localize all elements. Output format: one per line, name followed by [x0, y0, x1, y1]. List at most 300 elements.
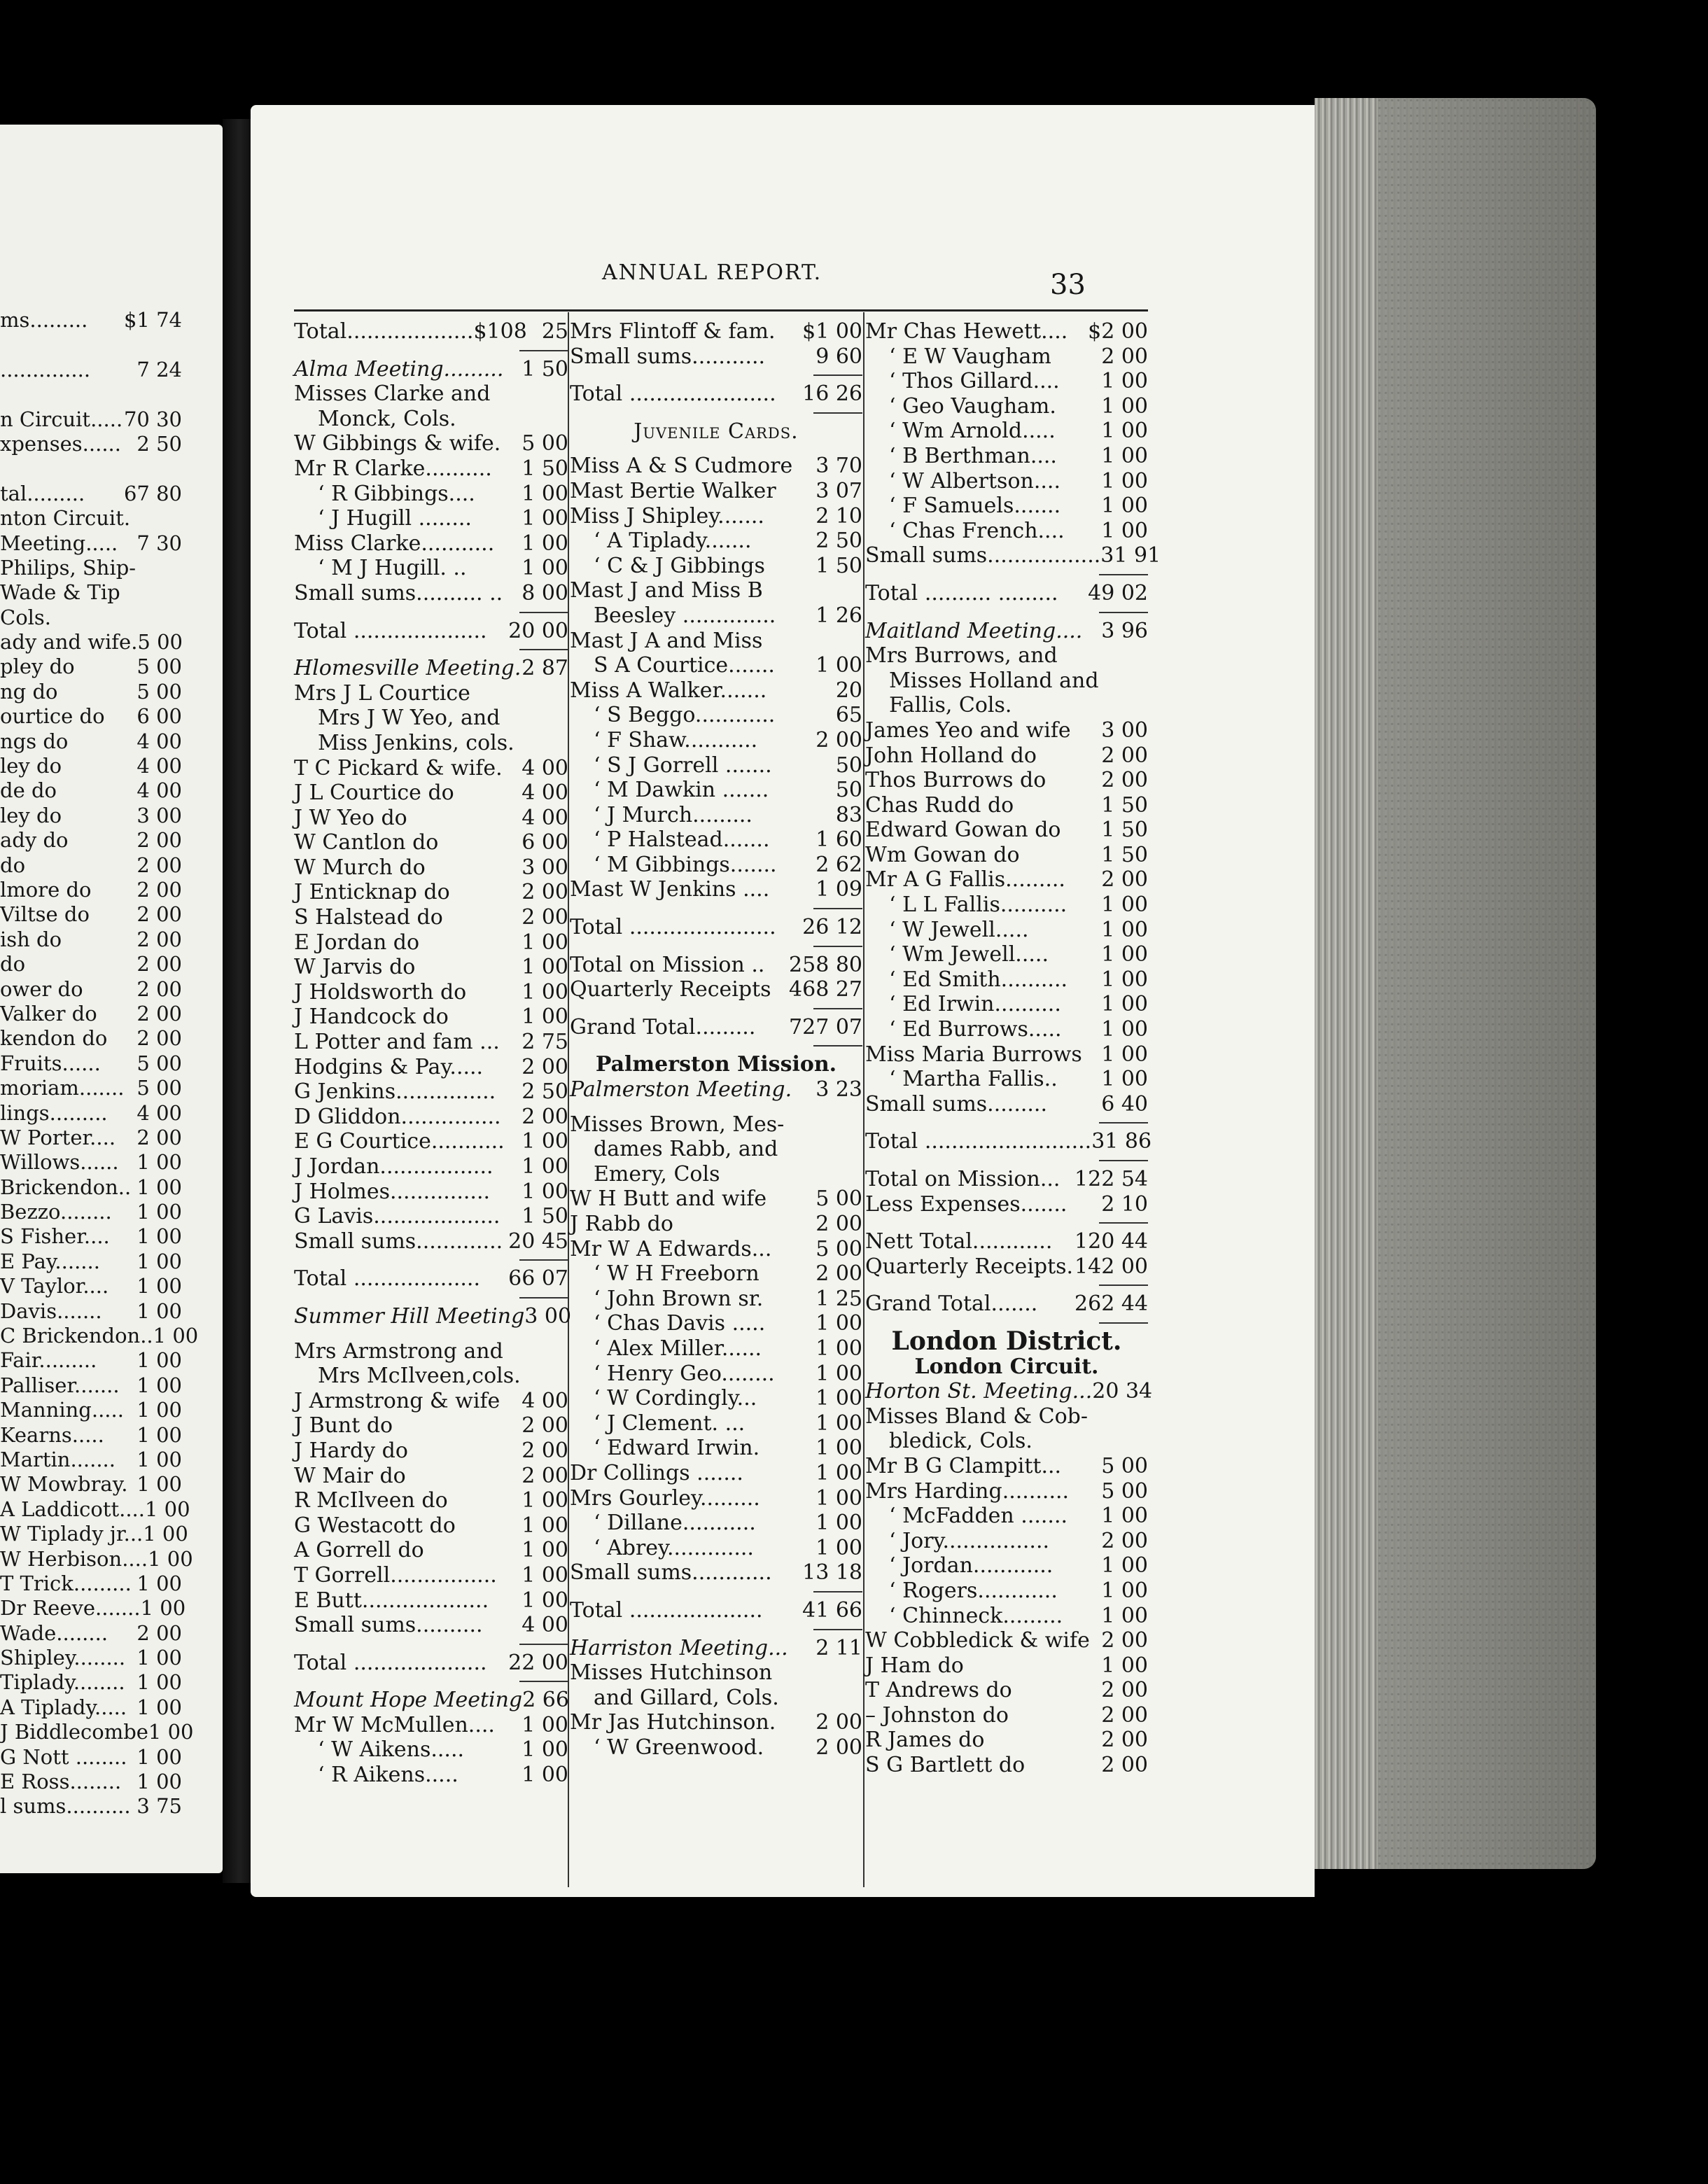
ledger-entry — [0, 853, 182, 878]
ledger-entry — [0, 902, 182, 927]
ledger-entry — [865, 1753, 1148, 1778]
entry-name: T Andrews do — [865, 1678, 1012, 1703]
entry-amount: 20 — [835, 678, 862, 703]
entry-amount: 1 00 — [522, 531, 568, 556]
entry-amount: 262 44 — [1074, 1292, 1148, 1317]
entry-amount: 22 00 — [508, 1650, 568, 1675]
entry-amount: 1 00 — [522, 481, 568, 506]
entry-name: Hodgins & Pay..... — [294, 1054, 484, 1079]
ledger-entry — [570, 728, 862, 753]
total-rule — [570, 1586, 862, 1598]
entry-amount: 83 — [835, 802, 862, 827]
entry-amount: 1 00 — [136, 1373, 182, 1397]
entry-name: ‘ R Aikens..... — [318, 1763, 458, 1788]
ledger-entry — [865, 1429, 1148, 1454]
ledger-entry — [570, 803, 862, 828]
entry-name: G Lavis................... — [294, 1204, 500, 1229]
entry-amount: 2 00 — [1101, 1678, 1148, 1703]
entry-amount: 26 12 — [802, 915, 862, 940]
total-rule — [570, 1040, 862, 1052]
entry-amount: 2 00 — [816, 1710, 862, 1735]
ledger-entry — [294, 955, 568, 980]
ledger-entry — [0, 1274, 182, 1298]
entry-amount: 2 66 — [522, 1688, 569, 1713]
entry-amount: 1 00 — [816, 1436, 862, 1461]
entry-name: Mrs Flintoff & fam. — [570, 319, 776, 344]
ledger-entry — [294, 1079, 568, 1105]
ledger-entry — [865, 668, 1148, 694]
entry-name: Small sums......... — [865, 1091, 1047, 1116]
ledger-entry — [0, 1720, 194, 1744]
ledger-entry — [570, 953, 862, 978]
entry-amount: 1 00 — [522, 1538, 568, 1563]
ledger-entry — [865, 867, 1148, 892]
entry-name: ‘ Alex Miller...... — [594, 1336, 762, 1361]
entry-amount: 1 00 — [816, 1386, 862, 1411]
entry-amount: 2 00 — [136, 828, 182, 853]
spacer — [570, 444, 862, 454]
entry-name: Small sums.......... .. — [294, 580, 503, 606]
entry-name: moriam....... — [0, 1076, 125, 1100]
ledger-entry — [865, 1229, 1148, 1254]
entry-name: V Taylor.... — [0, 1274, 109, 1298]
entry-name: Mr Chas Hewett.... — [865, 319, 1068, 344]
entry-amount: 65 — [835, 703, 862, 728]
entry-name: ley do — [0, 803, 62, 827]
entry-name: pley do — [0, 654, 75, 679]
entry-name: J Biddlecombe — [0, 1720, 148, 1744]
ledger-entry — [0, 1175, 182, 1200]
ledger-entry — [294, 482, 568, 507]
entry-amount: 5 00 — [816, 1236, 862, 1261]
entry-amount: 1 00 — [1101, 1017, 1148, 1042]
ledger-entry — [865, 918, 1148, 943]
total-rule — [294, 344, 568, 357]
ledger-entry — [0, 382, 182, 407]
ledger-entry — [865, 1553, 1148, 1578]
entry-amount: 1 00 — [816, 1311, 862, 1336]
ledger-entry — [0, 1522, 188, 1546]
entry-name: J Jordan................. — [294, 1154, 493, 1179]
ledger-entry — [0, 927, 182, 952]
ledger-entry — [0, 1596, 186, 1620]
entry-name: Nett Total............ — [865, 1229, 1053, 1254]
entry-name: Total .......... ......... — [865, 580, 1058, 606]
entry-name: ady do — [0, 828, 69, 853]
ledger-entry — [294, 706, 568, 731]
entry-amount: 4 00 — [136, 754, 182, 778]
ledger-entry — [865, 967, 1148, 993]
entry-name: A Tiplady..... — [0, 1695, 127, 1719]
ledger-entry — [294, 1303, 572, 1329]
entry-amount: 122 54 — [1074, 1167, 1148, 1191]
entry-name: J Handcock do — [294, 1004, 449, 1030]
entry-amount: 1 00 — [816, 1410, 862, 1436]
entry-amount: 1 00 — [522, 1004, 568, 1030]
total-rule — [294, 643, 568, 656]
ledger-entry — [0, 952, 182, 976]
entry-name: ‘ W Greenwood. — [594, 1735, 764, 1760]
entry-name: E Pay....... — [0, 1249, 100, 1273]
entry-name: Martin....... — [0, 1447, 115, 1471]
ledger-entry — [0, 1497, 190, 1522]
entry-amount: 1 50 — [816, 553, 862, 578]
entry-name: London Circuit. — [914, 1354, 1099, 1379]
entry-name: Mrs McIlveen,cols. — [318, 1364, 521, 1389]
entry-amount: 1 00 — [136, 1422, 182, 1447]
entry-amount: 1 00 — [522, 1712, 568, 1737]
entry-amount: 1 00 — [143, 1522, 188, 1546]
ledger-entry — [0, 1002, 182, 1026]
entry-amount: 1 00 — [522, 1737, 568, 1763]
ledger-entry — [570, 1560, 862, 1586]
ledger-entry — [570, 1237, 862, 1262]
entry-amount: 3 23 — [816, 1077, 862, 1102]
entry-name: Miss A & S Cudmore — [570, 454, 793, 479]
entry-amount: 468 27 — [789, 977, 862, 1002]
ledger-entry — [0, 1546, 193, 1572]
ledger-entry — [570, 382, 862, 407]
ledger-entry — [0, 1026, 182, 1051]
entry-name: ‘ Chinneck......... — [889, 1603, 1063, 1628]
ledger-entry — [294, 1229, 568, 1254]
ledger-entry — [0, 580, 182, 605]
entry-amount: 1 50 — [1101, 792, 1148, 818]
entry-amount: 31 91 — [1100, 543, 1161, 568]
entry-name: Mrs J L Courtice — [294, 680, 470, 706]
entry-name: do — [0, 952, 26, 976]
entry-amount: $1 74 — [123, 308, 182, 332]
total-rule — [570, 369, 862, 382]
total-rule — [865, 1154, 1148, 1167]
entry-amount: 1 00 — [1101, 1042, 1148, 1067]
entry-amount: 1 00 — [136, 1224, 182, 1249]
entry-amount: 49 02 — [1088, 580, 1148, 606]
entry-name: ‘ W Cordingly... — [594, 1386, 757, 1411]
ledger-entry — [294, 1154, 568, 1180]
entry-name: ‘ S J Gorrell ....... — [594, 752, 772, 778]
ledger-entry — [294, 1129, 568, 1154]
entry-amount: 2 00 — [1101, 1628, 1148, 1653]
entry-amount: 5 00 — [816, 1186, 862, 1212]
ledger-entry — [0, 332, 182, 357]
entry-amount: 2 50 — [816, 528, 862, 554]
entry-name: ‘ J Murch......... — [594, 802, 752, 827]
column-1 — [294, 319, 572, 1788]
entry-amount: 6 00 — [136, 704, 182, 729]
ledger-entry — [294, 382, 568, 407]
ledger-entry — [294, 1538, 568, 1563]
entry-name: Small sums............. — [294, 1228, 503, 1254]
ledger-entry — [0, 1621, 182, 1646]
total-rule — [294, 1638, 568, 1651]
entry-name: Mr W McMullen.... — [294, 1712, 495, 1737]
entry-name: ‘ J Clement. ... — [594, 1410, 746, 1436]
entry-amount: 1 00 — [522, 1154, 568, 1179]
ledger-entry — [570, 653, 862, 678]
total-rule — [570, 1623, 862, 1636]
ledger-entry — [294, 756, 568, 781]
entry-name: ‘ Henry Geo........ — [594, 1361, 775, 1386]
ledger-entry — [0, 1695, 182, 1720]
entry-amount: 1 00 — [148, 1720, 194, 1744]
ledger-entry — [0, 1745, 182, 1770]
entry-name: Kearns..... — [0, 1422, 104, 1447]
ledger-entry — [0, 1101, 182, 1126]
entry-amount: 1 00 — [816, 1361, 862, 1386]
entry-name: ‘ Chas French.... — [889, 518, 1065, 543]
ledger-entry — [294, 930, 568, 955]
ledger-entry — [865, 1042, 1148, 1068]
ledger-entry — [570, 1598, 862, 1623]
ledger-entry — [294, 1438, 568, 1464]
column-2 — [570, 319, 862, 1760]
entry-name: G Westacott do — [294, 1513, 456, 1538]
entry-amount: 2 62 — [816, 852, 862, 877]
total-rule — [294, 1254, 568, 1266]
ledger-entry — [0, 1324, 199, 1348]
entry-amount: 1 00 — [1101, 967, 1148, 992]
entry-name: Total .................... — [294, 1650, 487, 1675]
entry-name: ourtice do — [0, 704, 105, 729]
entry-name: Misses Bland & Cob- — [865, 1404, 1088, 1429]
ledger-entry — [570, 1015, 862, 1040]
entry-name: Grand Total......... — [570, 1014, 756, 1040]
entry-amount: 5 00 — [136, 679, 182, 704]
ledger-entry — [294, 431, 568, 456]
ledger-entry — [570, 1386, 862, 1411]
ledger-entry — [0, 456, 182, 481]
section-heading — [570, 1052, 862, 1077]
entry-amount: 1 00 — [816, 1511, 862, 1536]
ledger-entry — [865, 693, 1148, 718]
entry-name: ‘ J Hugill ........ — [318, 506, 472, 531]
entry-name: ‘ M Dawkin ....... — [594, 778, 769, 803]
ledger-entry — [0, 1572, 182, 1596]
entry-name: ‘ W Jewell..... — [889, 917, 1029, 942]
entry-amount: 2 00 — [136, 1125, 182, 1149]
entry-amount: 1 00 — [1101, 917, 1148, 942]
entry-name: T Trick......... — [0, 1571, 132, 1595]
entry-amount: 1 00 — [522, 979, 568, 1004]
entry-amount: 9 60 — [816, 344, 862, 369]
entry-amount: 2 00 — [522, 880, 568, 905]
entry-amount: 1 00 — [1101, 1504, 1148, 1529]
entry-name: Total on Mission... — [865, 1167, 1060, 1191]
total-rule — [294, 1292, 568, 1304]
entry-name: S Halstead do — [294, 905, 443, 930]
entry-amount: 1 00 — [522, 1588, 568, 1613]
entry-amount: 2 00 — [522, 1413, 568, 1438]
ledger-entry — [865, 1703, 1148, 1728]
spacer — [294, 1329, 568, 1339]
entry-amount: 2 00 — [522, 1054, 568, 1079]
entry-name: Mr W A Edwards... — [570, 1236, 772, 1261]
total-rule — [865, 568, 1148, 581]
entry-name: Viltse do — [0, 902, 90, 927]
ledger-entry — [570, 629, 862, 654]
entry-amount: 7 30 — [136, 531, 182, 555]
entry-amount: 1 26 — [816, 603, 862, 628]
ledger-entry — [570, 877, 862, 902]
ledger-entry — [865, 818, 1148, 843]
ledger-entry — [865, 1504, 1148, 1529]
ledger-entry — [865, 1067, 1148, 1092]
entry-name: Edward Gowan do — [865, 818, 1061, 843]
entry-name: Monck, Cols. — [318, 406, 456, 431]
entry-amount: 3 07 — [816, 478, 862, 503]
ledger-entry — [570, 827, 862, 853]
total-rule — [294, 606, 568, 619]
entry-amount: 1 00 — [522, 930, 568, 955]
entry-amount: 7 24 — [136, 357, 182, 382]
ledger-entry — [0, 1150, 182, 1175]
entry-amount: 1 00 — [1101, 892, 1148, 918]
entry-name: W Porter.... — [0, 1125, 116, 1149]
entry-amount: 3 00 — [524, 1303, 572, 1329]
ledger-entry — [0, 754, 182, 778]
ledger-entry — [294, 1389, 568, 1414]
book-page-edges — [1315, 98, 1596, 1869]
entry-amount: 1 00 — [148, 1546, 193, 1571]
entry-name: ‘ Jordan............ — [889, 1553, 1054, 1578]
entry-name: Small sums............ — [570, 1560, 772, 1586]
entry-name: G Nott ........ — [0, 1744, 127, 1769]
ledger-entry — [865, 643, 1148, 668]
ledger-entry — [0, 407, 182, 432]
ledger-entry — [0, 729, 182, 754]
entry-name: lings......... — [0, 1100, 108, 1125]
entry-name: Mr Jas Hutchinson. — [570, 1710, 776, 1735]
entry-name: S G Bartlett do — [865, 1753, 1026, 1778]
entry-amount: 2 00 — [522, 905, 568, 930]
entry-amount: 1 00 — [136, 1472, 182, 1497]
entry-amount: 5 00 — [136, 654, 182, 679]
ledger-entry — [570, 603, 862, 629]
entry-amount: 1 50 — [1101, 818, 1148, 843]
entry-amount: 2 00 — [136, 976, 182, 1001]
entry-name: J Armstrong & wife — [294, 1388, 500, 1413]
ledger-entry — [294, 1030, 568, 1055]
entry-amount: 1 00 — [136, 1447, 182, 1471]
entry-amount: 3 00 — [1101, 718, 1148, 743]
ledger-entry — [865, 992, 1148, 1017]
entry-amount: 50 — [835, 778, 862, 803]
entry-name: Maitland Meeting.... — [865, 618, 1083, 643]
entry-name: Chas Rudd do — [865, 792, 1014, 818]
entry-name: nton Circuit. — [0, 506, 131, 531]
entry-name: John Holland do — [865, 743, 1037, 768]
entry-amount: 2 00 — [136, 952, 182, 976]
ledger-entry — [865, 1292, 1148, 1317]
entry-amount: 4 00 — [522, 805, 568, 830]
ledger-entry — [865, 543, 1161, 568]
ledger-entry — [0, 704, 182, 729]
total-rule — [865, 606, 1148, 619]
left-page-fragment — [0, 125, 223, 1873]
ledger-entry — [865, 1192, 1148, 1217]
entry-name: Small sums.......... — [294, 1613, 483, 1638]
entry-amount: 1 50 — [1101, 842, 1148, 867]
entry-name: ‘ Ed Irwin.......... — [889, 992, 1061, 1017]
entry-amount: 66 07 — [508, 1266, 568, 1292]
entry-amount: 2 00 — [136, 853, 182, 877]
ledger-entry — [865, 1129, 1152, 1154]
entry-name: Brickendon.. — [0, 1175, 132, 1199]
entry-name: ‘ P Halstead....... — [594, 827, 770, 853]
entry-name: n Circuit..... — [0, 407, 123, 431]
entry-amount: 2 00 — [136, 1620, 182, 1645]
ledger-entry — [570, 853, 862, 878]
entry-amount: 2 75 — [522, 1030, 568, 1055]
entry-name: ‘ McFadden ....... — [889, 1504, 1068, 1529]
entry-name: W Cobbledick & wife — [865, 1628, 1090, 1653]
entry-amount: 1 00 — [1101, 942, 1148, 967]
ledger-entry — [0, 1299, 182, 1324]
entry-name: Quarterly Receipts. — [865, 1254, 1074, 1279]
entry-name: Mast W Jenkins .... — [570, 877, 770, 902]
entry-amount: 2 00 — [1101, 768, 1148, 793]
entry-name: ‘ John Brown sr. — [594, 1286, 764, 1311]
ledger-entry — [865, 1167, 1148, 1192]
entry-name: Wade & Tip — [0, 580, 120, 605]
entry-name: Grand Total....... — [865, 1292, 1038, 1317]
entry-amount: 2 87 — [522, 656, 568, 681]
entry-name: Small sums........... — [570, 344, 766, 369]
entry-name: ‘ C & J Gibbings — [594, 553, 765, 578]
ledger-entry — [865, 394, 1148, 419]
ledger-entry — [570, 554, 862, 579]
entry-name: A Gorrell do — [294, 1538, 424, 1563]
ledger-entry — [294, 1464, 568, 1489]
entry-amount: 2 00 — [1101, 1702, 1148, 1728]
entry-name: Tiplady........ — [0, 1670, 125, 1695]
entry-name: Davis....... — [0, 1298, 102, 1323]
entry-amount: 4 00 — [522, 1613, 568, 1638]
ledger-entry — [570, 1536, 862, 1561]
entry-name: tal......... — [0, 481, 85, 505]
ledger-entry — [570, 578, 862, 603]
entry-name: D Gliddon............... — [294, 1104, 501, 1129]
entry-name: C Brickendon.. — [0, 1324, 153, 1348]
entry-name: ‘ Jory................ — [889, 1528, 1050, 1553]
page-number: 33 — [1050, 269, 1086, 301]
ledger-entry — [865, 1529, 1148, 1554]
entry-amount: 1 00 — [136, 1150, 182, 1175]
entry-name: ‘ Thos Gillard.... — [889, 369, 1060, 394]
ledger-entry — [570, 1287, 862, 1312]
header-rule — [294, 309, 1148, 312]
entry-name: Willows...... — [0, 1150, 119, 1175]
entry-amount: 1 00 — [1101, 1067, 1148, 1092]
entry-amount: $2 00 — [1088, 319, 1148, 344]
entry-amount: 2 50 — [522, 1079, 568, 1105]
entry-amount: 120 44 — [1074, 1229, 1148, 1254]
entry-name: E G Courtice........... — [294, 1129, 505, 1154]
ledger-entry — [294, 1364, 568, 1389]
entry-name: J Rabb do — [570, 1212, 673, 1236]
entry-name: W Murch do — [294, 855, 426, 880]
entry-name: E Butt................... — [294, 1588, 489, 1613]
ledger-entry — [570, 703, 862, 728]
ledger-entry — [0, 1770, 182, 1794]
entry-amount: 6 00 — [522, 830, 568, 855]
entry-name: G Jenkins............... — [294, 1079, 496, 1105]
entry-name: T Gorrell................ — [294, 1562, 497, 1588]
ledger-entry — [294, 1763, 568, 1788]
entry-name: ‘ Geo Vaugham. — [889, 393, 1056, 419]
entry-amount: 8 00 — [522, 580, 568, 606]
